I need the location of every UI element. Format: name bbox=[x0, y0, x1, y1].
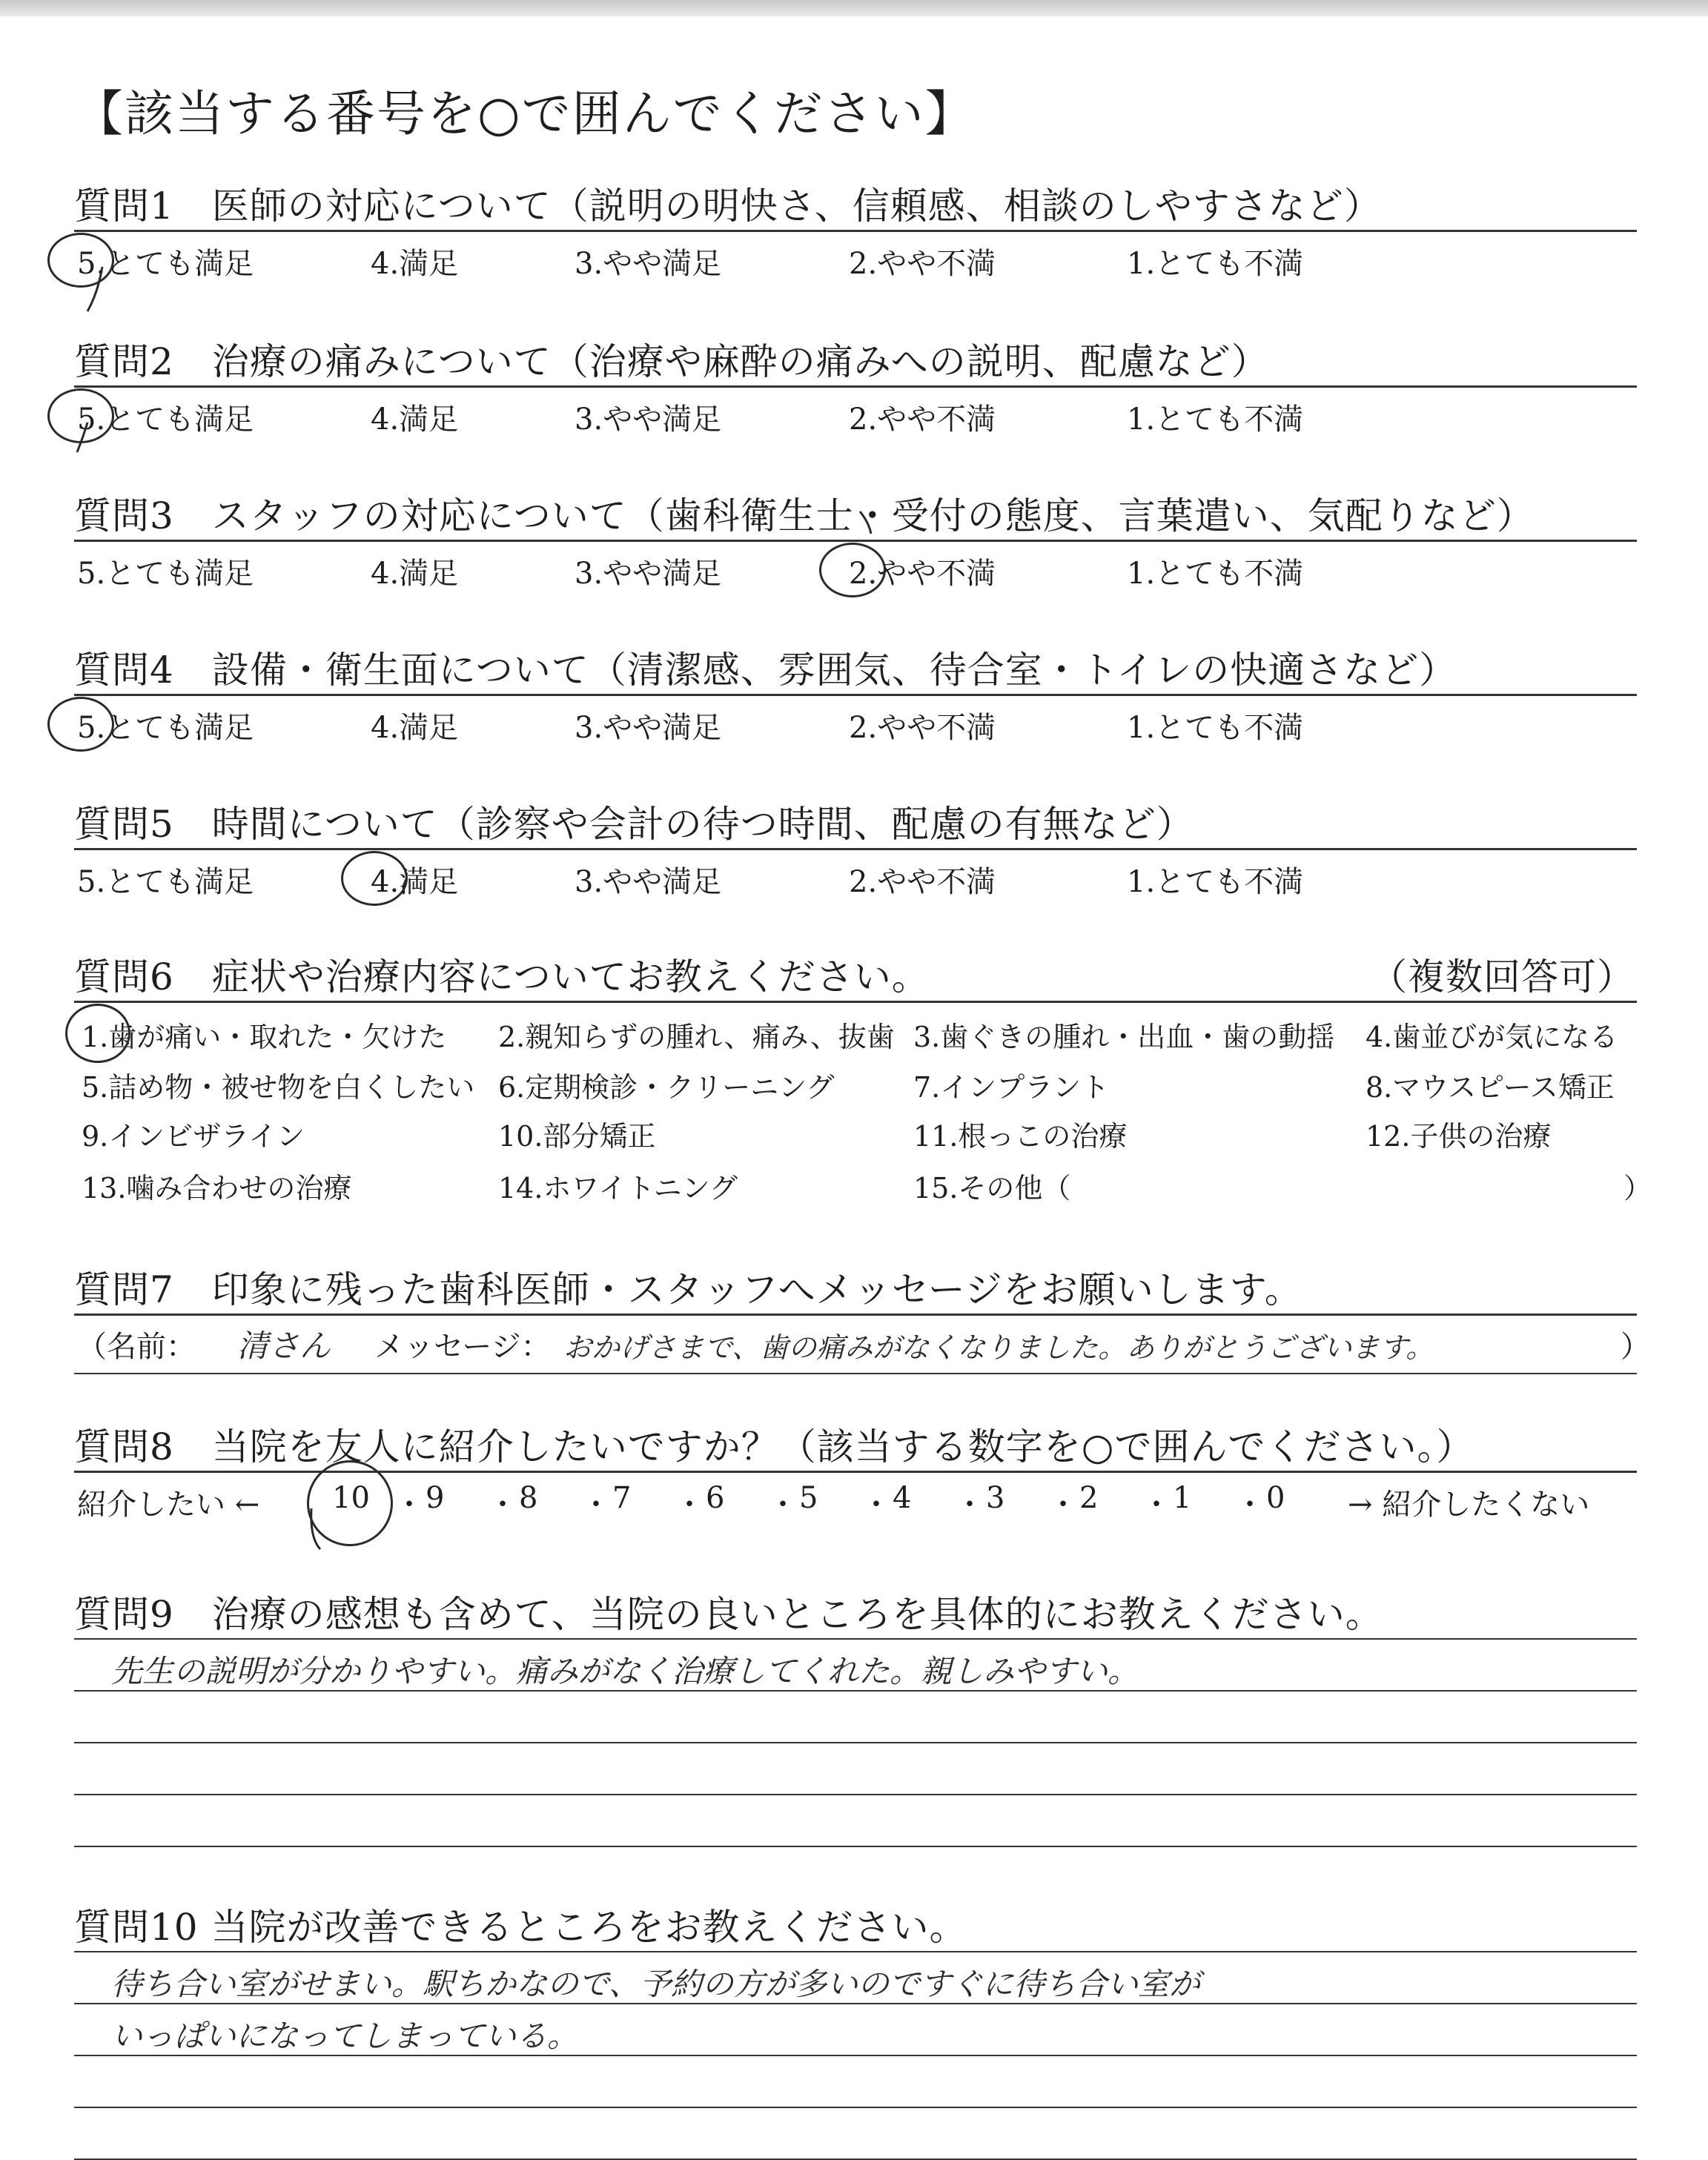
q6-other-close: ） bbox=[1623, 1172, 1652, 1205]
q4-option-1[interactable]: 1.とても不満 bbox=[1127, 711, 1304, 745]
q6-item-13[interactable]: 13.噛み合わせの治療 bbox=[82, 1172, 352, 1205]
q8-scale-1[interactable]: 1 bbox=[1173, 1481, 1192, 1515]
q2-option-5[interactable]: 5.とても満足 bbox=[77, 402, 254, 437]
q4-option-5[interactable]: 5.とても満足 bbox=[77, 711, 254, 745]
q10-answer-line[interactable]: 待ち合い室がせまい。駅ちかなので、予約の方が多いのですぐに待ち合い室が bbox=[111, 1966, 1201, 2002]
q2-option-4[interactable]: 4.満足 bbox=[371, 402, 459, 437]
q6-title: 質問6 症状や治療内容についてお教えください。 bbox=[74, 955, 930, 998]
q6-item-8[interactable]: 8.マウスピース矯正 bbox=[1366, 1071, 1615, 1104]
q8-scale-2[interactable]: 2 bbox=[1079, 1481, 1099, 1515]
q7-name-label: （名前： bbox=[77, 1330, 196, 1364]
q6-item-6[interactable]: 6.定期検診・クリーニング bbox=[498, 1071, 835, 1104]
q8-separator-dot: ・ bbox=[1235, 1488, 1265, 1522]
q8-title: 質問8 当院を友人に紹介したいですか？（該当する数字を○で囲んでください。） bbox=[74, 1425, 1474, 1468]
q1-option-5[interactable]: 5.とても満足 bbox=[77, 247, 254, 281]
q7-name-value[interactable]: 清さん bbox=[237, 1328, 331, 1364]
q6-item-2[interactable]: 2.親知らずの腫れ、痛み、抜歯 bbox=[498, 1021, 895, 1053]
q1-title: 質問1 医師の対応について（説明の明快さ、信頼感、相談のしやすさなど） bbox=[74, 185, 1382, 228]
q7-message-label: メッセージ： bbox=[374, 1330, 551, 1364]
q6-item-3[interactable]: 3.歯ぐきの腫れ・出血・歯の動揺 bbox=[913, 1021, 1335, 1053]
q6-item-1[interactable]: 1.歯が痛い・取れた・欠けた bbox=[82, 1021, 447, 1053]
q8-scale-7[interactable]: 7 bbox=[612, 1481, 632, 1515]
q8-separator-dot: ・ bbox=[394, 1488, 424, 1522]
q8-separator-dot: ・ bbox=[581, 1488, 611, 1522]
q1-option-1[interactable]: 1.とても不満 bbox=[1127, 247, 1304, 281]
q4-option-2[interactable]: 2.やや不満 bbox=[849, 711, 996, 745]
q8-scale-6[interactable]: 6 bbox=[706, 1481, 725, 1515]
q1-option-4[interactable]: 4.満足 bbox=[371, 247, 459, 281]
q8-scale-8[interactable]: 8 bbox=[519, 1481, 538, 1515]
q8-scale-0[interactable]: 0 bbox=[1266, 1481, 1285, 1515]
q8-right-label: → 紹介したくない bbox=[1348, 1488, 1590, 1522]
q2-option-2[interactable]: 2.やや不満 bbox=[849, 402, 996, 437]
q8-scale-5[interactable]: 5 bbox=[799, 1481, 818, 1515]
q6-item-15[interactable]: 15.その他（ bbox=[913, 1172, 1071, 1205]
q4-option-4[interactable]: 4.満足 bbox=[371, 711, 459, 745]
q3-option-1[interactable]: 1.とても不満 bbox=[1127, 557, 1304, 591]
q7-message-value[interactable]: おかげさまで、歯の痛みがなくなりました。ありがとうございます。 bbox=[563, 1331, 1434, 1364]
q6-item-11[interactable]: 11.根っこの治療 bbox=[913, 1120, 1128, 1153]
pen-tail-q3 bbox=[860, 511, 871, 534]
q8-separator-dot: ・ bbox=[955, 1488, 984, 1522]
q10-title: 質問10 当院が改善できるところをお教えください。 bbox=[74, 1906, 967, 1949]
q5-option-2[interactable]: 2.やや不満 bbox=[849, 865, 996, 899]
page-heading: 【該当する番号を○で囲んでください】 bbox=[74, 85, 976, 142]
q3-title: 質問3 スタッフの対応について（歯科衛生士・受付の態度、言葉遣い、気配りなど） bbox=[74, 494, 1535, 537]
q5-option-1[interactable]: 1.とても不満 bbox=[1127, 865, 1304, 899]
q6-item-7[interactable]: 7.インプラント bbox=[913, 1071, 1110, 1104]
q9-title: 質問9 治療の感想も含めて、当院の良いところを具体的にお教えください。 bbox=[74, 1593, 1383, 1636]
pen-tail-q1 bbox=[87, 267, 102, 311]
q5-option-3[interactable]: 3.やや満足 bbox=[575, 865, 722, 899]
q4-title: 質問4 設備・衛生面について（清潔感、雰囲気、待合室・トイレの快適さなど） bbox=[74, 649, 1457, 692]
q8-separator-dot: ・ bbox=[861, 1488, 891, 1522]
q3-option-3[interactable]: 3.やや満足 bbox=[575, 557, 722, 591]
q1-option-2[interactable]: 2.やや不満 bbox=[849, 247, 996, 281]
q6-item-12[interactable]: 12.子供の治療 bbox=[1366, 1120, 1552, 1153]
q8-scale-9[interactable]: 9 bbox=[426, 1481, 445, 1515]
q7-close: ） bbox=[1621, 1330, 1650, 1364]
q4-option-3[interactable]: 3.やや満足 bbox=[575, 711, 722, 745]
q6-note: （複数回答可） bbox=[1370, 955, 1635, 998]
q10-answer-line[interactable]: いっぱいになってしまっている。 bbox=[111, 2018, 579, 2054]
q8-left-label: 紹介したい ← bbox=[77, 1488, 260, 1522]
q6-item-14[interactable]: 14.ホワイトニング bbox=[498, 1172, 738, 1205]
q8-separator-dot: ・ bbox=[768, 1488, 798, 1522]
q5-title: 質問5 時間について（診察や会計の待つ時間、配慮の有無など） bbox=[74, 803, 1194, 846]
q2-option-1[interactable]: 1.とても不満 bbox=[1127, 402, 1304, 437]
q2-option-3[interactable]: 3.やや満足 bbox=[575, 402, 722, 437]
q5-option-4[interactable]: 4.満足 bbox=[371, 865, 459, 899]
q6-item-9[interactable]: 9.インビザライン bbox=[82, 1120, 305, 1153]
q6-item-10[interactable]: 10.部分矯正 bbox=[498, 1120, 656, 1153]
q1-option-3[interactable]: 3.やや満足 bbox=[575, 247, 722, 281]
pen-tail-q2 bbox=[77, 423, 87, 452]
q8-scale-10[interactable]: 10 bbox=[332, 1481, 370, 1515]
q2-title: 質問2 治療の痛みについて（治療や麻酔の痛みへの説明、配慮など） bbox=[74, 340, 1269, 383]
q8-separator-dot: ・ bbox=[1048, 1488, 1078, 1522]
q8-separator-dot: ・ bbox=[488, 1488, 517, 1522]
q5-option-5[interactable]: 5.とても満足 bbox=[77, 865, 254, 899]
q8-separator-dot: ・ bbox=[1142, 1488, 1171, 1522]
q3-option-4[interactable]: 4.満足 bbox=[371, 557, 459, 591]
q3-option-2[interactable]: 2.やや不満 bbox=[849, 557, 996, 591]
q7-title: 質問7 印象に残った歯科医師・スタッフへメッセージをお願いします。 bbox=[74, 1268, 1302, 1311]
q8-scale-3[interactable]: 3 bbox=[986, 1481, 1005, 1515]
q3-option-5[interactable]: 5.とても満足 bbox=[77, 557, 254, 591]
q9-answer-line[interactable]: 先生の説明が分かりやすい。痛みがなく治療してくれた。親しみやすい。 bbox=[111, 1653, 1139, 1689]
q6-item-4[interactable]: 4.歯並びが気になる bbox=[1366, 1021, 1618, 1053]
q8-separator-dot: ・ bbox=[675, 1488, 704, 1522]
pen-tail-q8 bbox=[311, 1508, 320, 1549]
q6-item-5[interactable]: 5.詰め物・被せ物を白くしたい bbox=[82, 1071, 475, 1104]
q8-scale-4[interactable]: 4 bbox=[893, 1481, 912, 1515]
